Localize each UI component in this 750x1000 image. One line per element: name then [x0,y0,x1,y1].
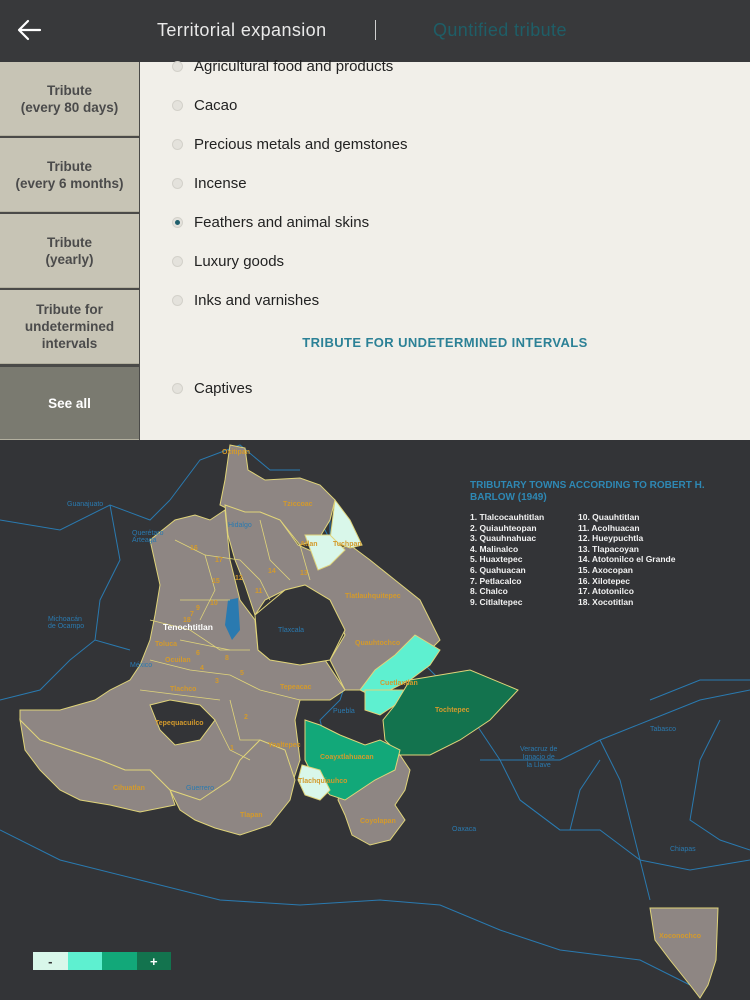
scale-step-mid [102,952,137,970]
legend-town: 15. Axocopan [578,564,633,575]
option-label: Captives [194,380,253,397]
label-tlatlauhquitepec: Tlatlauhquitepec [345,593,401,600]
zoom-out-button[interactable]: - [33,952,68,970]
zoom-scale-control[interactable] [33,952,171,970]
map-number: 7 [190,611,194,618]
map-number: 14 [268,568,276,575]
section-heading: TRIBUTE FOR UNDETERMINED INTERVALS [302,335,588,350]
label-quauhtochco: Quauhtochco [355,640,401,647]
legend-town: 4. Malinalco [470,543,519,554]
map-number: 17 [215,557,223,564]
legend-town: 6. Quahuacan [470,564,526,575]
legend-title: TRIBUTARY TOWNS ACCORDING TO ROBERT H. BARLOW (1949) [470,480,705,503]
label-tlachco: Tlachco [170,686,197,693]
map-number: 18 [183,617,191,624]
label-atlan: Atlan [300,541,318,548]
label-cuetlaxtlan: Cuetlaxtlan [380,680,418,687]
map-legend [470,480,740,607]
label-toluca: Toluca [155,641,178,648]
legend-column-2 [578,512,675,607]
label-xoconochco: Xoconochco [659,933,702,940]
sidebar-item-every-6-months[interactable]: Tribute (every 6 months) [0,138,139,212]
option-label: Luxury goods [194,253,285,270]
option-label: Precious metals and gemstones [194,136,408,153]
label-tziccoac: Tziccoac [283,501,313,508]
map-number: 1 [230,745,234,752]
label-tlaxcala: Tlaxcala [278,627,305,634]
label-oaxaca: Oaxaca [452,826,477,833]
label-tlachquiauhco: Tlachquiauhco [298,778,348,785]
map-number: 6 [196,650,200,657]
map-number: 5 [240,670,244,677]
map-number: 8 [225,655,229,662]
map-number: 11 [255,588,263,595]
scale-step-light [68,952,103,970]
option-label: Inks and varnishes [194,292,320,309]
zoom-in-button[interactable]: + [137,952,172,970]
label-tepeacac: Tepeacac [280,684,312,691]
option-label: Cacao [194,97,238,114]
tab-territorial-expansion[interactable]: Territorial expansion [157,20,327,40]
legend-town: 9. Citlaltepec [470,596,523,607]
label-veracruz: Veracruz de Ignacio de la Llave [520,746,558,769]
sidebar-item-yearly[interactable]: Tribute (yearly) [0,214,139,288]
legend-town: 16. Xilotepec [578,575,630,586]
legend-town: 1. Tlalcocauhtitlan [470,512,545,522]
label-guerrero: Guerrero [186,785,215,792]
legend-town: 5. Huaxtepec [470,554,523,565]
label-michoacan: Michoacán de Ocampo [48,616,85,630]
map-number: 13 [300,570,308,577]
label-mexico: México [130,662,153,669]
legend-town: 18. Xocotitlan [578,596,634,607]
legend-town: 11. Acolhuacan [578,522,640,533]
option-label: Agricultural food and products [194,58,394,75]
map-number: 9 [196,605,200,612]
label-coayxtlahuacan: Coayxtlahuacan [320,754,374,761]
label-tuchpan: Tuchpan [333,541,362,548]
see-all-button[interactable]: See all [0,367,139,440]
map-number: 10 [210,600,218,607]
legend-column-1 [470,512,578,607]
label-coyolapan: Coyolapan [360,818,396,825]
map-number: 3 [215,678,219,685]
legend-town: 14. Atotonilco el Grande [578,554,676,565]
legend-town: 13. Tlapacoyan [578,543,639,554]
option-label: Feathers and animal skins [194,214,370,231]
sidebar-item-every-80-days[interactable]: Tribute (every 80 days) [0,62,139,136]
label-queretaro: Querétaro Arteaga [132,530,164,544]
label-chiapas: Chiapas [670,846,696,853]
map-number: 16 [190,545,198,552]
map-number: 2 [244,714,248,721]
legend-town: 8. Chalco [470,586,508,597]
label-yoaltepec: Yoaltepec [268,742,301,749]
legend-town: 10. Quauhtitlan [578,512,640,522]
label-cihuatlan: Cihuatlan [113,785,145,792]
label-ocuilan: Ocuilan [165,657,191,664]
label-hidalgo: Hidalgo [228,522,252,529]
legend-town: 12. Hueypuchtla [578,533,644,544]
map-number: 12 [235,575,243,582]
legend-town: 17. Atotonilco [578,586,634,597]
map-number: 4 [200,665,204,672]
map-number: 15 [212,578,220,585]
legend-town: 3. Quauhnahuac [470,533,537,544]
tab-quantified-tribute[interactable]: Quntified tribute [433,20,567,40]
option-label: Incense [194,175,247,192]
label-oxitipan: Oxitipan [222,449,251,456]
legend-town: 7. Petlacalco [470,575,522,586]
label-tabasco: Tabasco [650,726,677,733]
sidebar-item-undetermined-intervals[interactable]: Tribute for undetermined intervals [0,290,139,364]
label-tochtepec: Tochtepec [435,707,470,714]
label-guanajuato: Guanajuato [67,501,104,508]
label-tepequacuilco: Tepequacuilco [155,720,204,727]
legend-town: 2. Quiauhteopan [470,522,537,533]
label-tenochtitlan: Tenochtitlan [163,622,213,632]
label-puebla: Puebla [333,708,355,715]
label-tlapan: Tlapan [240,812,263,819]
